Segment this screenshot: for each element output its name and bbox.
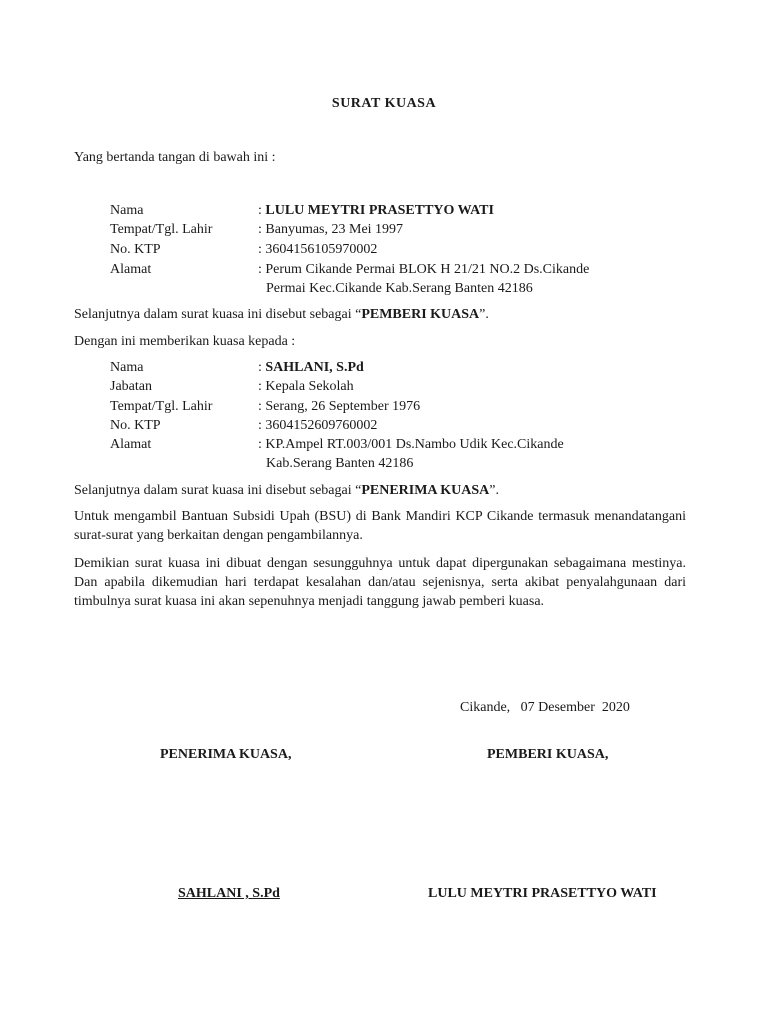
purpose-paragraph: Untuk mengambil Bantuan Subsidi Upah (BSU) di Bank Mandiri KCP Cikande termasuk menandatangani surat-surat yang berkaitan dengan pengambilannya. — [74, 509, 686, 543]
grantor-note: Selanjutnya dalam surat kuasa ini disebut sebagai “PEMBERI KUASA”. — [74, 307, 489, 322]
grantee-ktp-value: : 3604152609760002 — [258, 418, 378, 433]
mandate-intro: Dengan ini memberikan kuasa kepada : — [74, 334, 296, 349]
place-date: Cikande, 07 Desember 2020 — [460, 700, 630, 715]
grantee-name-value: : SAHLANI, S.Pd — [258, 360, 364, 375]
grantee-position-value: : Kepala Sekolah — [258, 379, 354, 394]
grantor-birth-label: Tempat/Tgl. Lahir — [110, 222, 213, 237]
grantee-name-label: Nama — [110, 360, 144, 375]
grantee-address-value: : KP.Ampel RT.003/001 Ds.Nambo Udik Kec.Cikande — [258, 437, 564, 452]
grantee-address-label: Alamat — [110, 437, 152, 452]
grantor-signature-name: LULU MEYTRI PRASETTYO WATI — [428, 886, 657, 901]
grantee-birth-value: : Serang, 26 September 1976 — [258, 399, 421, 414]
grantee-signature-heading: PENERIMA KUASA, — [160, 747, 292, 762]
document-title: SURAT KUASA — [331, 96, 437, 111]
grantee-position-label: Jabatan — [110, 379, 152, 394]
closing-paragraph: Demikian surat kuasa ini dibuat dengan sesungguhnya untuk dapat dipergunakan sebagaimana mestinya. Dan apabila dikemudian hari terdapat kesalahan dan/atau sejenisnya, serta akibat penyalahgunaan dari timbulnya surat kuasa ini akan sepenuhnya menjadi tanggung jawab pemberi kuasa. — [74, 556, 686, 609]
intro-text: Yang bertanda tangan di bawah ini : — [74, 150, 276, 165]
grantor-name-value: : LULU MEYTRI PRASETTYO WATI — [258, 203, 494, 218]
grantor-address-value: : Perum Cikande Permai BLOK H 21/21 NO.2 Ds.Cikande — [258, 262, 590, 277]
grantee-birth-label: Tempat/Tgl. Lahir — [110, 399, 213, 414]
grantor-birth-value: : Banyumas, 23 Mei 1997 — [258, 222, 404, 237]
grantor-address-line2: Permai Kec.Cikande Kab.Serang Banten 42186 — [266, 281, 533, 296]
grantee-note: Selanjutnya dalam surat kuasa ini disebut sebagai “PENERIMA KUASA”. — [74, 483, 499, 498]
grantee-signature-name: SAHLANI , S.Pd — [178, 886, 280, 901]
grantor-ktp-label: No. KTP — [110, 242, 161, 257]
grantor-ktp-value: : 3604156105970002 — [258, 242, 378, 257]
grantor-name-label: Nama — [110, 203, 144, 218]
grantee-address-line2: Kab.Serang Banten 42186 — [266, 456, 414, 471]
grantee-ktp-label: No. KTP — [110, 418, 161, 433]
grantor-address-label: Alamat — [110, 262, 152, 277]
grantor-signature-heading: PEMBERI KUASA, — [487, 747, 609, 762]
